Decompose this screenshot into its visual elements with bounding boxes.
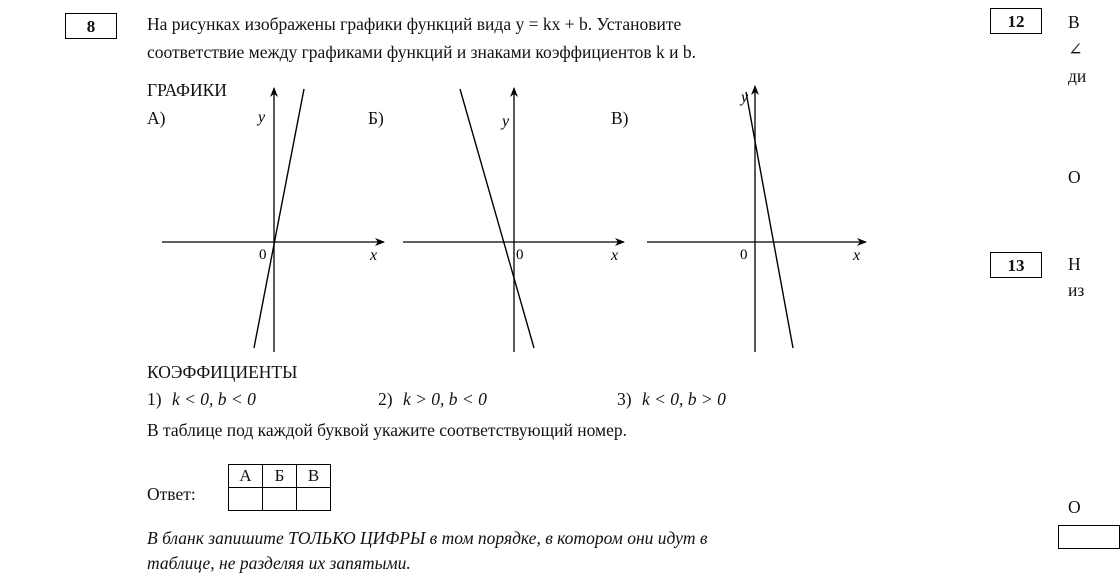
graph-v	[647, 86, 866, 352]
answer-header-a: А	[229, 465, 263, 488]
graph-a-label: А)	[147, 108, 166, 128]
option-2-number: 2)	[378, 389, 393, 409]
task-number-13: 13	[990, 252, 1042, 278]
option-3	[617, 387, 726, 411]
answer-cell-v[interactable]	[297, 488, 331, 511]
graph-a-origin-label: 0	[259, 247, 267, 263]
graph-b-label: Б)	[368, 108, 384, 128]
instruction: В таблице под каждой буквой укажите соответствующий номер.	[147, 420, 627, 440]
task13-fragment-2: из	[1068, 280, 1085, 300]
answer-table	[228, 464, 331, 511]
task13-answer-box[interactable]	[1058, 525, 1120, 549]
answer-header-b: Б	[263, 465, 297, 488]
graph-a-x-label: x	[370, 247, 378, 264]
graph-b-origin-label: 0	[516, 247, 524, 263]
task12-fragment-3: ди	[1068, 66, 1087, 86]
coeff-heading: КОЭФФИЦИЕНТЫ	[147, 362, 298, 382]
task-text-line1: На рисунках изображены графики функций вида y = kx + b. Установите	[147, 14, 682, 34]
task13-fragment-1: Н	[1068, 254, 1081, 274]
answer-cell-a[interactable]	[229, 488, 263, 511]
task-number-12: 12	[990, 8, 1042, 34]
option-2-text: k > 0, b < 0	[402, 389, 487, 409]
option-1	[147, 387, 256, 411]
graph-b	[403, 88, 624, 352]
task12-fragment-4: О	[1068, 167, 1081, 187]
answer-header-v: В	[297, 465, 331, 488]
task-text-line2: соответствие между графиками функций и знаками коэффициентов k и b.	[147, 42, 697, 62]
option-3-number: 3)	[617, 389, 632, 409]
task-number-8: 8	[65, 13, 117, 39]
task13-fragment-3: О	[1068, 497, 1081, 517]
option-3-text: k < 0, b > 0	[641, 389, 726, 409]
answer-table-value-row	[229, 488, 331, 511]
note-line1: В бланк запишите ТОЛЬКО ЦИФРЫ в том порядке, в котором они идут в	[147, 528, 708, 548]
graph-v-origin-label: 0	[740, 247, 748, 263]
answer-cell-b[interactable]	[263, 488, 297, 511]
graph-b-x-label: x	[611, 247, 619, 264]
graph-b-function-line	[460, 89, 534, 348]
graph-v-label: В)	[611, 108, 629, 128]
graph-b-y-label: y	[502, 113, 510, 130]
answer-table-header-row	[229, 465, 331, 488]
graph-v-y-label: y	[741, 89, 749, 106]
note-line2: таблице, не разделяя их запятыми.	[147, 553, 411, 573]
option-1-number: 1)	[147, 389, 162, 409]
graph-v-x-label: x	[853, 247, 861, 264]
graph-a	[162, 88, 384, 352]
option-2	[378, 387, 487, 411]
answer-label: Ответ:	[147, 484, 196, 504]
option-1-text: k < 0, b < 0	[171, 389, 256, 409]
task12-fragment-1: В	[1068, 12, 1080, 32]
graph-a-y-label: y	[258, 109, 266, 126]
graph-v-function-line	[746, 92, 793, 348]
graphs-heading: ГРАФИКИ	[147, 80, 227, 100]
task12-fragment-2: ∠	[1068, 39, 1083, 59]
graph-a-function-line	[254, 89, 304, 348]
